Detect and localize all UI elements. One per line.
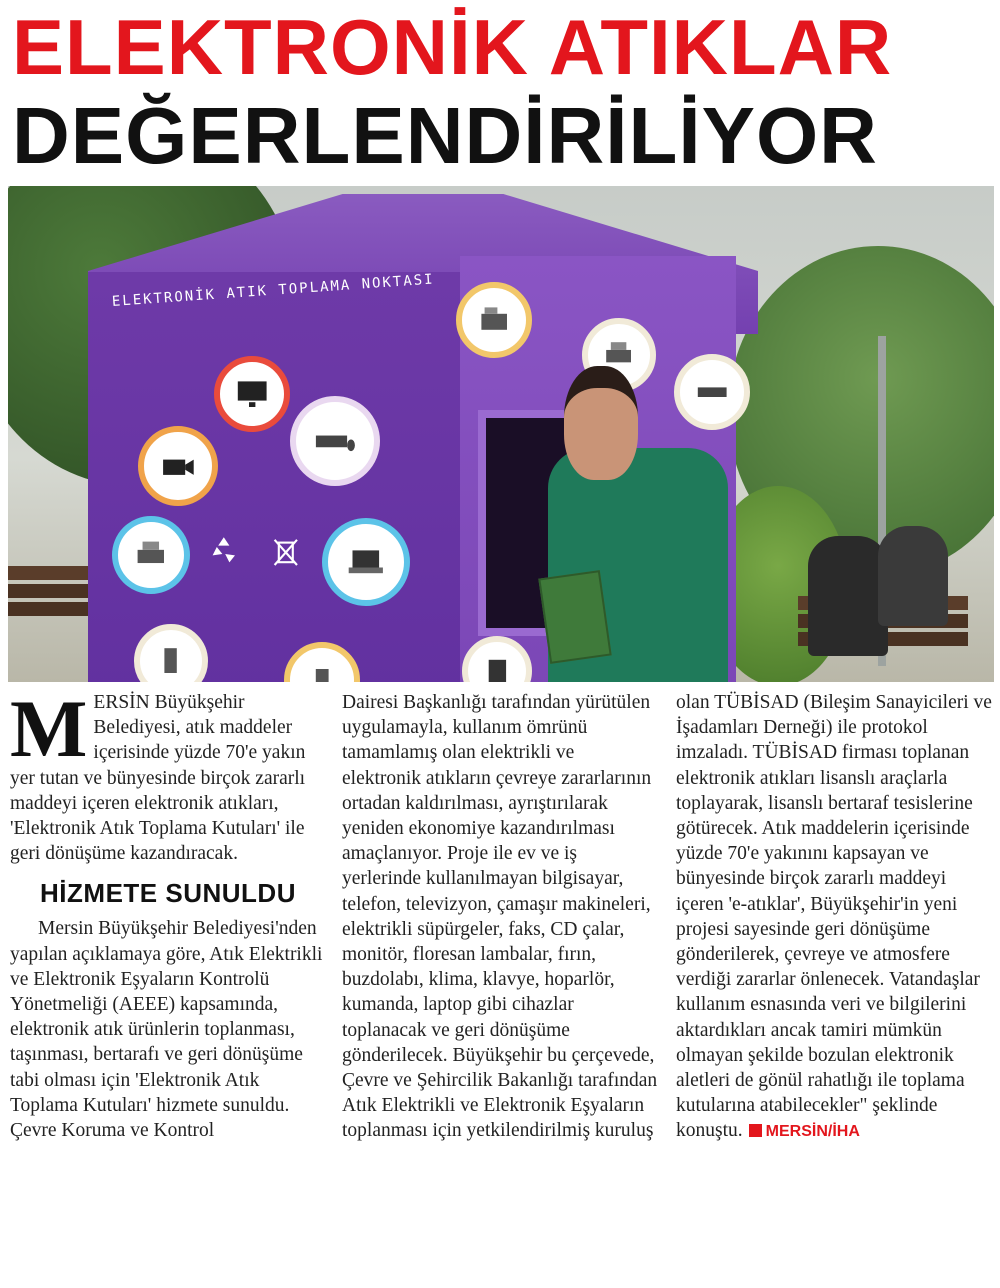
keyboard-mouse-icon [290, 396, 380, 486]
kiosk-label: ELEKTRONİK ATIK TOPLAMA NOKTASI [111, 271, 436, 310]
circuit-board [538, 570, 611, 664]
article-column-1 [10, 683, 326, 1143]
lead-first-word: ERSİN [93, 692, 150, 713]
laptop-icon [322, 518, 410, 606]
lead-paragraph [10, 683, 326, 866]
seated-man-1 [808, 536, 888, 656]
camcorder-icon [138, 426, 218, 506]
printer-icon [112, 516, 190, 594]
fax-icon [456, 282, 532, 358]
body-text: olan TÜBİSAD (Bileşim Sanayicileri ve İşadamları Derneği) ile protokol imzaladı. TÜBİSAD firması toplanan elektronik atıkları lisanslı araçlarla toplayarak, lisanslı bertaraf tesislerine götürecek. Atık maddelerin içerisinde yüzde 70'e yakınını kapsayan ve bünyesinde birçok zararlı maddeyi içeren 'e-atıklar', Büyükşehir'in yeni projesi sayesinde geri dönüşüme gönderilerek, çevreye ve atmosfere verdiği zararlar önlenecek. Vatandaşlar kullanım esnasında veri ve bilgilerini aktardıkları ancak tamiri mümkün olmayan şekilde bozulan elektronik aletleri de gönül rahatlığı ile toplama kutularına atabilecekler" şeklinde konuştu. [676, 692, 992, 1142]
byline [743, 1123, 860, 1140]
body-paragraph: Dairesi Başkanlığı tarafından yürütülen uygulamayla, kullanım ömrünü tamamlamış olan elektrikli ve elektronik atıkların çevreye zararlarının ortadan kaldırılması, ayrıştırılarak yeniden ekonomiye kazandırılması amaçlanıyor. Proje ile ev ve iş yerlerinde kullanılmayan bilgisayar, telefon, televizyon, çamaşır makineleri, elektrikli süpürgeler, faks, CD çalar, monitör, floresan lambalar, fırın, buzdolabı, klima, klavye, hoparlör, kumanda, laptop gibi cihazlar toplanacak ve geri dönüşüme gönderilecek. Büyükşehir bu çerçevede, Çevre ve Şehircilik Bakanlığı tarafından Atık Elektrikli ve Elektronik Eşyaların toplanması için yetkilendirilmiş kuruluş [342, 692, 658, 1142]
crossed-bin-icon [258, 516, 314, 586]
seated-man-2 [878, 526, 948, 626]
news-photo [8, 186, 994, 682]
man-head [564, 366, 638, 480]
bench-left [8, 566, 88, 580]
monitor-icon [214, 356, 290, 432]
body-paragraph: Mersin Büyükşehir Belediyesi'nden yapılan açıklamaya göre, Atık Elektrikli ve Elektronik Eşyaların Kontrolü Yönetmeliği (AEEE) kapsamında, elektronik atık ürünlerin toplanması, taşınması, bertarafı ve geri dönüşüme tabi olması için 'Elektronik Atık Toplama Kutuları' hizmete sunuldu. Çevre Koruma ve Kontrol [10, 918, 323, 1142]
headline-line-1: ELEKTRONİK ATIKLAR [12, 3, 893, 91]
body-paragraph [676, 690, 992, 1145]
headline-line-2: DEĞERLENDİRİLİYOR [12, 91, 878, 180]
subheading: HİZMETE SUNULDU [40, 878, 296, 909]
article-column-2 [342, 690, 658, 1144]
article-column-3 [676, 690, 992, 1145]
dropcap: M [10, 683, 88, 774]
recycle-icon [196, 522, 252, 578]
lead-text: Büyükşehir Belediyesi, atık maddeler içerisinde yüzde 70'e yakın yer tutan ve bünyesinde birçok zararlı maddeyi içeren elektronik atıkları, 'Elektronik Atık Toplama Kutuları' ile geri dönüşüme kazandıracak. [10, 692, 306, 865]
byline-text: MERSİN/İHA [765, 1123, 860, 1141]
keyboard-icon [674, 354, 750, 430]
byline-marker [749, 1124, 762, 1137]
